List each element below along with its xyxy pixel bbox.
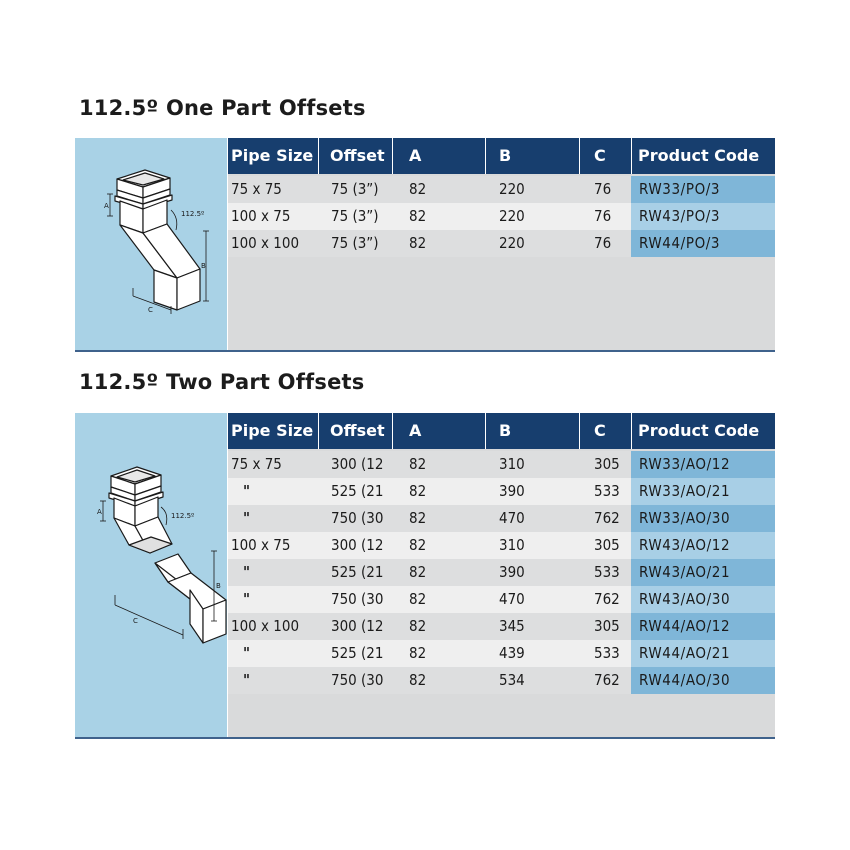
cell-c: 762	[594, 671, 620, 689]
col-pipe-size: Pipe Size	[231, 421, 314, 440]
cell-c: 305	[594, 455, 620, 473]
cell-c: 76	[594, 180, 612, 198]
two-part-angle-label: 112.5º	[171, 512, 195, 520]
cell-c: 305	[594, 617, 620, 635]
cell-pipe-size: "	[243, 644, 251, 662]
cell-product-code: RW33/AO/30	[631, 505, 775, 532]
cell-a: 82	[409, 617, 427, 635]
cell-offset: 525 (21	[331, 563, 384, 581]
cell-offset: 750 (30	[331, 590, 384, 608]
cell-b: 310	[499, 455, 525, 473]
col-offset: Offset	[330, 146, 385, 165]
cell-product-code: RW44/AO/21	[631, 640, 775, 667]
cell-a: 82	[409, 644, 427, 662]
cell-b: 390	[499, 482, 525, 500]
cell-b: 439	[499, 644, 525, 662]
cell-pipe-size: 100 x 100	[231, 617, 300, 635]
cell-offset: 525 (21	[331, 644, 384, 662]
table-row	[228, 613, 775, 640]
table-row	[228, 667, 775, 694]
one-part-label-a: A	[104, 202, 109, 210]
cell-pipe-size: "	[243, 482, 251, 500]
cell-pipe-size: 75 x 75	[231, 180, 282, 198]
cell-b: 534	[499, 671, 525, 689]
cell-a: 82	[409, 536, 427, 554]
table-row	[228, 586, 775, 613]
cell-product-code: RW33/AO/12	[631, 451, 775, 478]
one-part-table	[228, 138, 775, 350]
cell-b: 470	[499, 590, 525, 608]
table-row	[228, 532, 775, 559]
two-part-diagram	[75, 413, 227, 737]
col-a: A	[409, 146, 422, 165]
cell-c: 305	[594, 536, 620, 554]
cell-b: 220	[499, 207, 525, 225]
cell-a: 82	[409, 509, 427, 527]
cell-a: 82	[409, 207, 427, 225]
one-part-title: 112.5º One Part Offsets	[79, 96, 366, 120]
two-part-label-b: B	[216, 582, 221, 590]
cell-pipe-size: "	[243, 509, 251, 527]
cell-c: 533	[594, 644, 620, 662]
table-row	[228, 230, 775, 257]
one-part-block	[75, 138, 775, 352]
one-part-angle-label: 112.5º	[181, 210, 205, 218]
cell-offset: 750 (30	[331, 671, 384, 689]
cell-product-code: RW33/PO/3	[631, 176, 775, 203]
cell-offset: 75 (3”)	[331, 207, 379, 225]
cell-product-code: RW33/AO/21	[631, 478, 775, 505]
cell-product-code: RW43/PO/3	[631, 203, 775, 230]
cell-product-code: RW43/AO/21	[631, 559, 775, 586]
col-c: C	[594, 146, 606, 165]
col-pipe-size: Pipe Size	[231, 146, 314, 165]
cell-b: 390	[499, 563, 525, 581]
one-part-diagram	[75, 138, 227, 350]
cell-a: 82	[409, 455, 427, 473]
col-product-code: Product Code	[638, 421, 760, 440]
cell-offset: 75 (3”)	[331, 180, 379, 198]
one-part-header-row	[228, 138, 775, 174]
col-offset: Offset	[330, 421, 385, 440]
two-part-label-a: A	[97, 508, 102, 516]
col-b: B	[499, 421, 512, 440]
col-c: C	[594, 421, 606, 440]
one-part-label-c: C	[148, 306, 153, 314]
cell-product-code: RW44/PO/3	[631, 230, 775, 257]
two-part-block	[75, 413, 775, 739]
table-row	[228, 203, 775, 230]
two-part-label-c: C	[133, 617, 138, 625]
cell-offset: 525 (21	[331, 482, 384, 500]
cell-product-code: RW44/AO/12	[631, 613, 775, 640]
cell-pipe-size: 100 x 75	[231, 207, 291, 225]
cell-product-code: RW44/AO/30	[631, 667, 775, 694]
table-row	[228, 559, 775, 586]
cell-c: 533	[594, 563, 620, 581]
table-row	[228, 505, 775, 532]
cell-a: 82	[409, 590, 427, 608]
cell-a: 82	[409, 671, 427, 689]
cell-b: 470	[499, 509, 525, 527]
cell-pipe-size: "	[243, 563, 251, 581]
cell-b: 345	[499, 617, 525, 635]
cell-offset: 300 (12	[331, 617, 384, 635]
cell-pipe-size: 75 x 75	[231, 455, 282, 473]
two-part-title: 112.5º Two Part Offsets	[79, 370, 365, 394]
cell-product-code: RW43/AO/30	[631, 586, 775, 613]
col-product-code: Product Code	[638, 146, 760, 165]
table-row	[228, 478, 775, 505]
cell-a: 82	[409, 180, 427, 198]
cell-pipe-size: 100 x 75	[231, 536, 291, 554]
cell-offset: 300 (12	[331, 536, 384, 554]
cell-c: 762	[594, 590, 620, 608]
one-part-offset-illustration	[75, 138, 227, 350]
cell-offset: 750 (30	[331, 509, 384, 527]
cell-b: 310	[499, 536, 525, 554]
cell-a: 82	[409, 234, 427, 252]
cell-product-code: RW43/AO/12	[631, 532, 775, 559]
cell-c: 762	[594, 509, 620, 527]
cell-a: 82	[409, 482, 427, 500]
two-part-offset-illustration	[75, 413, 227, 737]
table-row	[228, 640, 775, 667]
two-part-header-row	[228, 413, 775, 449]
cell-pipe-size: "	[243, 590, 251, 608]
table-row	[228, 176, 775, 203]
col-b: B	[499, 146, 512, 165]
col-a: A	[409, 421, 422, 440]
cell-pipe-size: 100 x 100	[231, 234, 300, 252]
cell-c: 76	[594, 234, 612, 252]
cell-c: 76	[594, 207, 612, 225]
cell-offset: 300 (12	[331, 455, 384, 473]
table-row	[228, 451, 775, 478]
cell-b: 220	[499, 234, 525, 252]
cell-b: 220	[499, 180, 525, 198]
cell-pipe-size: "	[243, 671, 251, 689]
cell-a: 82	[409, 563, 427, 581]
two-part-table	[228, 413, 775, 737]
cell-offset: 75 (3”)	[331, 234, 379, 252]
one-part-label-b: B	[201, 262, 206, 270]
cell-c: 533	[594, 482, 620, 500]
